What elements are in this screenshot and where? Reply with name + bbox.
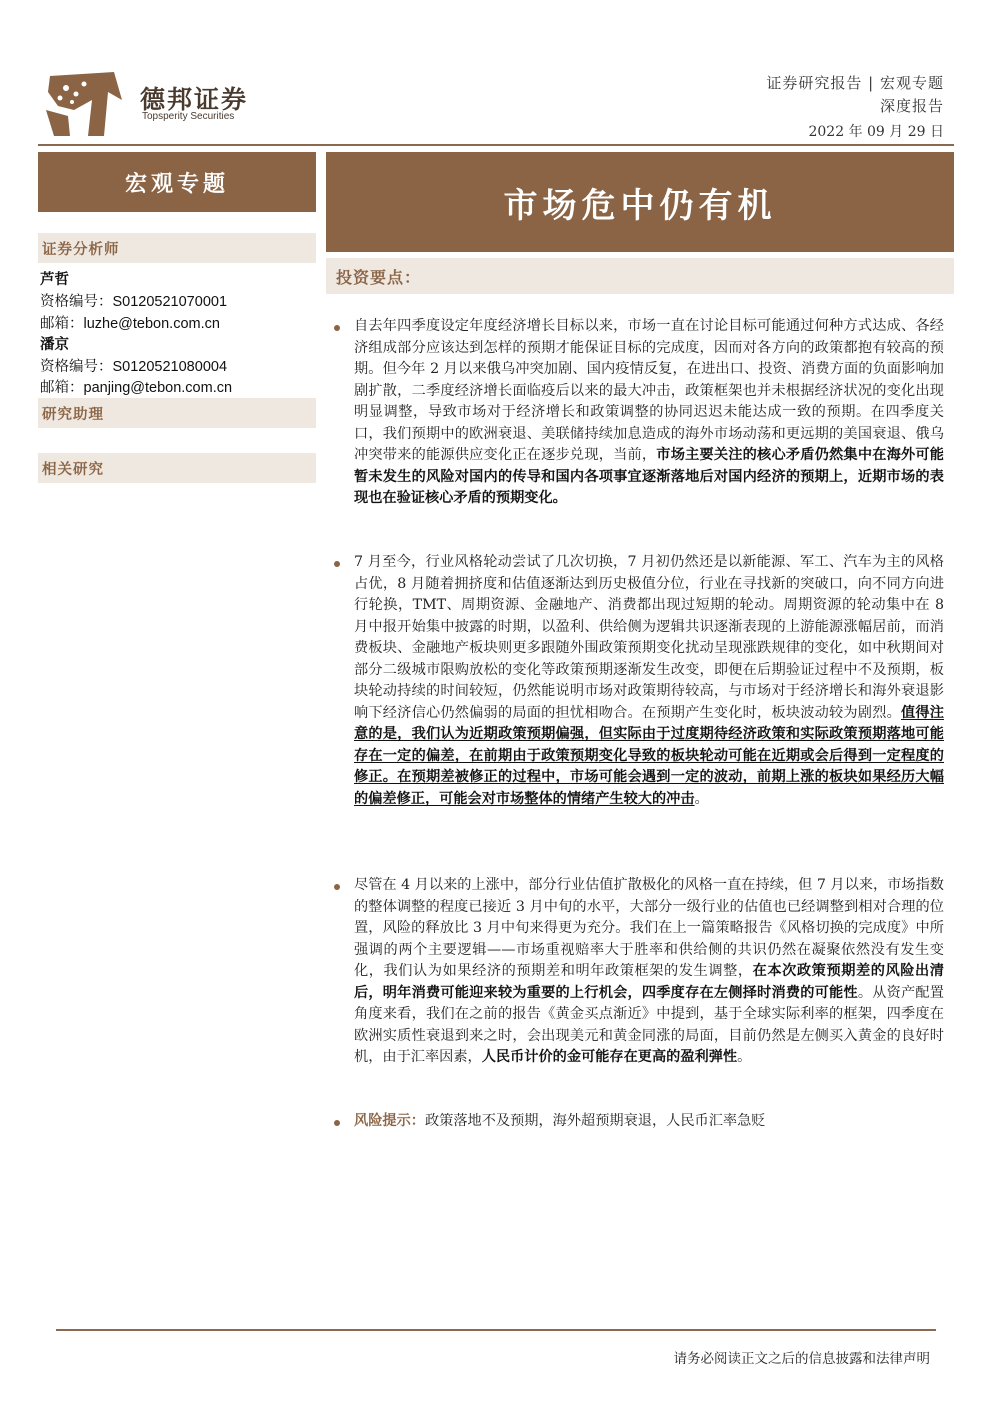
highlight-paragraph-1: 自去年四季度设定年度经济增长目标以来，市场一直在讨论目标可能通过何种方式达成、各经济组成部分应该达到怎样的预期才能保证目标的完成度，因而对各方向的政策都抱有较高的预期。但今年 2 月以来俄乌冲突加剧、国内疫情反复，在进出口、投资、消费方面的负面影响加剧扩散，二季度经济增长面临疫后以来的最大冲击，政策框架也并未根据经济状况的变化出现明显调整，导致市场对于经济增长和政策调整的协同迟迟未能达成一致的预期。在四季度关口，我们预期中的欧洲衰退、美联储持续加息造成的海外市场动荡和更远期的美国衰退、俄乌冲突带来的能源供应变化正在逐步兑现，当前，市场主要关注的核心矛盾仍然集中在海外可能暂未发生的风险对国内的传导和国内各项事宜逐渐落地后对国内经济的预期上，近期市场的表现也在验证核心矛盾的预期变化。 — [354, 318, 944, 506]
emphasis-underlined-text: 值得注意的是，我们认为近期政策预期偏强，但实际由于过度期待经济政策和实际政策预期落地可能存在一定的偏差，在前期由于政策预期变化导致的板块轮动可能在近期或会后得到一定程度的修正。在预期差被修正的过程中，市场可能会遇到一定的波动，前期上涨的板块如果经历大幅的偏差修正，可能会对市场整体的情绪产生较大的冲击 — [354, 704, 944, 807]
report-date: 2022 年 09 月 29 日 — [808, 124, 944, 140]
highlight-paragraph-3: 尽管在 4 月以来的上涨中，部分行业估值扩散极化的风格一直在持续，但 7 月以来，市场指数的整体调整的程度已接近 3 月中旬的水平，大部分一级行业的估值也已经调整到相对合理的位置，风险的释放比 3 月中旬来得更为充分。我们在上一篇策略报告《风格切换的完成度》中所强调的两个主要逻辑——市场重视赔率大于胜率和供给侧的共识仍然在凝聚依然没有发生变化，我们认为如果经济的预期差和明年政策框架的发生调整，在本次政策预期差的风险出清后，明年消费可能迎来较为重要的上行机会，四季度存在左侧择时消费的可能性。从资产配置角度来看，我们在之前的报告《黄金买点渐近》中提到，基于全球实际利率的框架，四季度在欧洲实质性衰退到来之时，会出现美元和黄金同涨的局面，目前仍然是左侧买入黄金的良好时机，由于汇率因素，人民币计价的金可能存在更高的盈利弹性。 — [354, 877, 944, 1065]
highlight-paragraph-2: 7 月至今，行业风格轮动尝试了几次切换，7 月初仍然还是以新能源、军工、汽车为主的风格占优，8 月随着拥挤度和估值逐渐达到历史极值分位，行业在寻找新的突破口，向不同方向进行轮换，TMT、周期资源、金融地产、消费都出现过短期的轮动。周期资源的轮动集中在 8 月中报开始集中披露的时期，以盈利、供给侧为逻辑共识逐渐表现的上游能源涨幅居前，而消费板块、金融地产板块则更多跟随外围政策预期变化扰动呈现涨跌规律的变化，如中秋期间对部分二级城市限购放松的变化等政策预期逐渐发生改变，即便在后期验证过程中不及预期，板块轮动持续的时间较短，仍然能说明市场对政策期待较高，与市场对于经济增长和海外衰退影响下经济信心仍然偏弱的局面的担忧相吻合。在预期产生变化时，板块波动较为剧烈。值得注意的是，我们认为近期政策预期偏强，但实际由于过度期待经济政策和实际政策预期落地可能存在一定的偏差，在前期由于政策预期变化导致的板块轮动可能在近期或会后得到一定程度的修正。在预期差被修正的过程中，市场可能会遇到一定的波动，前期上涨的板块如果经历大幅的偏差修正，可能会对市场整体的情绪产生较大的冲击。 — [354, 554, 944, 807]
related-research-heading — [38, 453, 316, 483]
risk-warning — [354, 1111, 944, 1133]
assistant-heading — [38, 398, 316, 428]
analyst-cert — [40, 355, 227, 376]
brand-name-en: Topsperity Securities — [142, 111, 235, 122]
cert-label: 资格编号： — [40, 294, 113, 310]
emphasis-text: 人民币计价的金可能存在更高的盈利弹性 — [481, 1049, 738, 1065]
risk-label: 风险提示： — [354, 1113, 425, 1129]
bullet-icon — [334, 884, 340, 890]
analyst-name: 潘京 — [40, 336, 69, 353]
email-link[interactable]: luzhe@tebon.com.cn — [83, 316, 220, 332]
email-label: 邮箱： — [40, 380, 84, 396]
header-divider — [38, 144, 954, 146]
cert-number: S0120521080004 — [112, 359, 228, 375]
email-link[interactable]: panjing@tebon.com.cn — [83, 380, 233, 396]
assistant-heading-label: 研究助理 — [42, 405, 104, 423]
investment-highlights-label: 投资要点： — [336, 267, 422, 287]
report-title-banner — [326, 152, 954, 252]
related-research-label: 相关研究 — [42, 460, 104, 478]
analyst-heading-label: 证券分析师 — [42, 240, 120, 258]
footer-divider — [56, 1329, 936, 1331]
cert-label: 资格编号： — [40, 359, 113, 375]
bullet-icon — [334, 561, 340, 567]
investment-highlights-heading — [326, 258, 954, 294]
report-title: 市场危中仍有机 — [503, 185, 777, 226]
category-label: 宏观专题 — [124, 170, 229, 197]
risk-text: 政策落地不及预期，海外超预期衰退，人民币汇率急贬 — [424, 1113, 766, 1129]
footer-disclaimer: 请务必阅读正文之后的信息披露和法律声明 — [673, 1351, 930, 1367]
tebon-logo-mark — [44, 70, 124, 138]
report-type: 证券研究报告 | 宏观专题 — [766, 74, 944, 92]
analyst-email — [40, 376, 232, 397]
cert-number: S0120521070001 — [112, 294, 228, 310]
analyst-email — [40, 312, 220, 333]
analyst-heading — [38, 233, 316, 263]
email-label: 邮箱： — [40, 316, 84, 332]
category-banner — [38, 152, 316, 212]
emphasis-text: 市场主要关注的核心矛盾仍然集中在海外可能暂未发生的风险对国内的传导和国内各项事宜逐渐落地后对国内经济的预期上，近期市场的表现也在验证核心矛盾的预期变化。 — [354, 447, 944, 506]
bullet-icon — [334, 1120, 340, 1126]
analyst-name: 芦哲 — [40, 271, 69, 288]
brand-name-cn: 德邦证券 — [140, 85, 249, 114]
report-subtype: 深度报告 — [879, 97, 944, 115]
emphasis-text: 在本次政策预期差的风险出清后，明年消费可能迎来较为重要的上行机会，四季度存在左侧择时消费的可能性 — [354, 963, 944, 1001]
analyst-cert — [40, 290, 227, 311]
bullet-icon — [334, 325, 340, 331]
